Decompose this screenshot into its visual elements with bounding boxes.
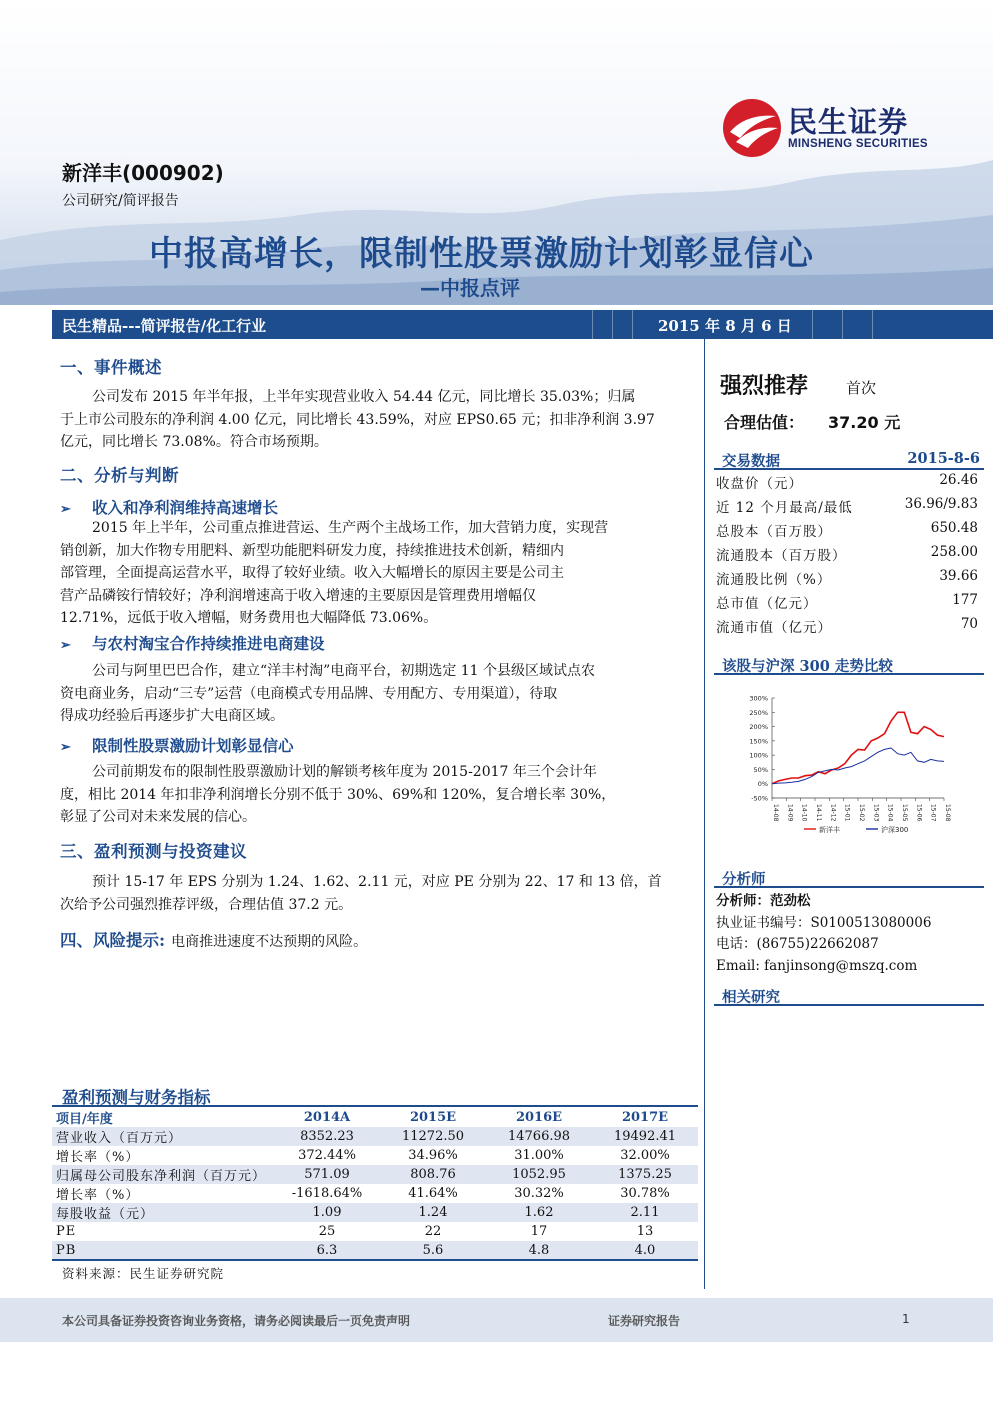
para-line: 公司与阿里巴巴合作，建立“洋丰村淘”电商平台，初期选定 11 个县级区域试点农 (92, 663, 596, 679)
table-cell: 1.62 (486, 1203, 592, 1222)
x-tick-label: 14-11 (815, 804, 822, 822)
para-line: 次给予公司强烈推荐评级，合理估值 37.2 元。 (60, 896, 353, 913)
table-row (52, 1127, 698, 1146)
stock-vs-index-chart (714, 682, 984, 842)
table-cell: 31.00% (514, 1148, 564, 1163)
y-tick-label: 250% (749, 708, 768, 717)
table-row (52, 1241, 698, 1260)
table-header-cell: 2017E (592, 1106, 698, 1127)
table-cell: 14766.98 (486, 1127, 592, 1146)
table-cell: PB (52, 1241, 274, 1260)
trade-key: 收盘价（元） (716, 476, 803, 492)
table-cell: -1618.64% (291, 1186, 363, 1201)
trade-value: 258.00 (930, 544, 978, 560)
y-tick-label: 300% (749, 694, 768, 703)
chart-svg (714, 682, 984, 842)
table-cell: 41.64% (408, 1186, 458, 1201)
trade-data-title: 交易数据 (722, 453, 780, 470)
x-tick-label: 15-03 (872, 804, 880, 822)
table-cell: 32.00% (620, 1148, 670, 1163)
table-cell: 1.09 (274, 1203, 380, 1222)
trade-value: 650.48 (930, 520, 978, 536)
para-line: 于上市公司股东的净利润 4.00 亿元，同比增长 43.59%，对应 EPS0.65 元；扣非净利润 3.97 (60, 411, 655, 428)
trade-value: 70 (960, 616, 978, 632)
para-line: 公司前期发布的限制性股票激励计划的解锁考核年度为 2015-2017 年三个会计年 (92, 764, 597, 780)
y-tick-label: -50% (751, 794, 768, 803)
section-1-title: 一、事件概述 (60, 358, 162, 377)
legend-label: 沪深300 (881, 826, 909, 834)
para-line: 预计 15-17 年 EPS 分别为 1.24、1.62、2.11 元，对应 PE 分别为 22、17 和 13 倍，首 (92, 874, 662, 890)
table-cell: 11272.50 (380, 1127, 486, 1146)
x-tick-label: 15-08 (944, 804, 951, 822)
trade-row (716, 470, 978, 494)
category-label: 民生精品---简评报告/化工行业 (62, 317, 267, 335)
table-cell: 1.24 (380, 1203, 486, 1222)
table-cell: 5.6 (380, 1241, 486, 1260)
para-line: 公司发布 2015 年半年报，上半年实现营业收入 54.44 亿元，同比增长 35.03%；归属 (92, 389, 636, 405)
related-research-title: 相关研究 (722, 989, 780, 1006)
table-cell: 30.78% (620, 1186, 670, 1201)
table-cell: PE (56, 1224, 77, 1239)
table-header-cell: 2014A (274, 1106, 380, 1127)
financials-table (52, 1105, 698, 1261)
para-line: 彰显了公司对未来发展的信心。 (60, 809, 256, 825)
table-cell: 30.32% (514, 1186, 564, 1201)
arrow-bullet-icon: ➢ (60, 638, 71, 653)
para-line: 12.71%，远低于收入增幅，财务费用也大幅降低 73.06%。 (60, 610, 438, 626)
table-cell: 34.96% (408, 1148, 458, 1163)
subsection-2c-title (60, 734, 294, 756)
valuation (724, 410, 900, 433)
trade-value: 177 (952, 592, 978, 608)
table-row (52, 1184, 698, 1203)
table-cell: 25 (318, 1224, 336, 1239)
table-cell: 增长率（%） (56, 1188, 140, 1203)
trade-data-list (716, 470, 978, 638)
table-cell: 1052.95 (486, 1165, 592, 1184)
legend-label: 新洋丰 (819, 826, 840, 834)
para-line: 2015 年上半年，公司重点推进营运、生产两个主战场工作，加大营销力度，实现营 (92, 520, 609, 536)
table-row (52, 1203, 698, 1222)
series-line (772, 712, 944, 783)
table-header-row (52, 1106, 698, 1127)
table-cell: 1375.25 (592, 1165, 698, 1184)
section-4-title: 四、风险提示: (60, 931, 166, 950)
table-cell: 8352.23 (274, 1127, 380, 1146)
section-1-body (60, 386, 700, 454)
trade-row (716, 566, 978, 590)
trade-key: 总市值（亿元） (716, 596, 818, 612)
table-cell: 营业收入（百万元） (52, 1127, 274, 1146)
report-subtitle: —中报点评 (420, 276, 520, 300)
trade-data-header (714, 450, 984, 470)
related-research-header (714, 986, 984, 1006)
table-header-cell: 2015E (380, 1106, 486, 1127)
header-banner (0, 0, 993, 305)
para-line: 部管理，全面提高运营水平，取得了较好业绩。收入大幅增长的原因主要是公司主 (60, 565, 564, 581)
table-cell: 571.09 (274, 1165, 380, 1184)
x-tick-label: 15-07 (929, 804, 937, 822)
trade-row (716, 518, 978, 542)
table-cell: 19492.41 (592, 1127, 698, 1146)
trade-key: 流通股本（百万股） (716, 548, 847, 564)
subsection-2c-body (60, 761, 700, 829)
footer-label: 证券研究报告 (608, 1314, 681, 1328)
subsection-2a-label: 收入和净利润维持高速增长 (92, 498, 279, 517)
analyst-name: 分析师：范劲松 (716, 893, 811, 909)
subsection-2b-body (60, 660, 700, 728)
valuation-value: 37.20 元 (828, 413, 901, 432)
table-cell: 13 (636, 1224, 654, 1239)
arrow-bullet-icon: ➢ (60, 502, 71, 517)
trade-value: 26.46 (939, 472, 978, 488)
rating: 强烈推荐 (720, 374, 809, 399)
analyst-info (716, 891, 986, 977)
subsection-2c-label: 限制性股票激励计划彰显信心 (92, 736, 294, 755)
para-line: 资电商业务，启动“三专”运营（电商模式专用品牌、专用配方、专用渠道），待取 (60, 685, 558, 702)
table-cell: 增长率（%） (56, 1150, 140, 1165)
x-tick-label: 14-09 (786, 804, 794, 822)
trade-row (716, 614, 978, 638)
y-tick-label: 50% (753, 765, 768, 774)
x-tick-label: 14-10 (800, 804, 808, 822)
trade-key: 流通市值（亿元） (716, 620, 832, 636)
financials-title: 盈利预测与财务指标 (62, 1088, 211, 1107)
y-tick-label: 0% (757, 780, 768, 789)
table-cell: 4.0 (592, 1241, 698, 1260)
table-cell: 22 (424, 1224, 442, 1239)
trade-key: 总股本（百万股） (716, 524, 832, 540)
y-tick-label: 150% (749, 737, 768, 746)
table-row (52, 1222, 698, 1241)
analyst-section-title: 分析师 (722, 871, 766, 888)
column-divider (704, 339, 705, 1289)
x-tick-label: 14-12 (829, 804, 837, 822)
table-source: 资料来源：民生证券研究院 (62, 1266, 225, 1281)
para-line: 度，相比 2014 年扣非净利润增长分别不低于 30%、69%和 120%，复合增长率 30%， (60, 786, 616, 803)
para-line: 亿元，同比增长 73.08%。符合市场预期。 (60, 434, 328, 450)
brand-name-cn: 民生证券 (788, 105, 909, 139)
table-cell: 归属母公司股东净利润（百万元） (52, 1165, 274, 1184)
chart-title: 该股与沪深 300 走势比较 (722, 658, 893, 675)
table-row (52, 1146, 698, 1165)
x-tick-label: 15-01 (843, 804, 851, 822)
valuation-label: 合理估值： (724, 413, 805, 432)
subsection-2a-title (60, 496, 278, 518)
stock-name: 新洋丰(000902) (62, 161, 224, 185)
table-header-cell: 2016E (486, 1106, 592, 1127)
analyst-header (714, 868, 984, 888)
chart-header (714, 655, 984, 675)
page-footer (0, 1298, 993, 1342)
report-date: 2015 年 8 月 6 日 (658, 317, 792, 335)
table-header-cell: 项目/年度 (52, 1106, 274, 1127)
brand-logo (722, 98, 962, 158)
x-tick-label: 15-06 (915, 804, 923, 822)
y-tick-label: 100% (749, 751, 768, 760)
trade-row (716, 494, 978, 518)
page-number: 1 (902, 1312, 910, 1326)
para-line: 得成功经验后再逐步扩大电商区域。 (60, 708, 284, 724)
subsection-2b-label: 与农村淘宝合作持续推进电商建设 (92, 634, 325, 653)
brand-name-en: MINSHENG SECURITIES (788, 138, 928, 150)
analyst-phone: 电话：(86755)22662087 (716, 936, 879, 952)
risk-text: 电商推进速度不达预期的风险。 (171, 934, 368, 950)
trade-key: 流通股比例（%） (716, 572, 832, 588)
trade-value: 39.66 (939, 568, 978, 584)
x-tick-label: 15-05 (901, 804, 908, 822)
table-cell: 6.3 (274, 1241, 380, 1260)
y-tick-label: 200% (749, 723, 768, 732)
subsection-2b-title (60, 632, 325, 654)
table-cell: 4.8 (486, 1241, 592, 1260)
subsection-2a-body (60, 517, 700, 630)
report-type: 公司研究/简评报告 (62, 193, 179, 209)
table-cell: 2.11 (592, 1203, 698, 1222)
table-cell: 372.44% (298, 1148, 356, 1163)
table-cell: 808.76 (380, 1165, 486, 1184)
analyst-email: Email: fanjinsong@mszq.com (716, 957, 918, 974)
section-3-title: 三、盈利预测与投资建议 (60, 842, 247, 861)
x-tick-label: 14-08 (772, 804, 779, 822)
report-title: 中报高增长，限制性股票激励计划彰显信心 (149, 234, 814, 274)
para-line: 营产品磷铵行情较好；净利润增速高于收入增速的主要原因是管理费用增幅仅 (60, 587, 536, 604)
trade-key: 近 12 个月最高/最低 (716, 500, 853, 516)
section-2-title: 二、分析与判断 (60, 466, 179, 485)
trade-value: 36.96/9.83 (904, 496, 978, 512)
trade-row (716, 590, 978, 614)
x-tick-label: 15-02 (858, 804, 865, 822)
analyst-cert: 执业证书编号：S0100513080006 (716, 914, 932, 931)
table-cell: 每股收益（元） (52, 1203, 274, 1222)
risk-warning (60, 927, 367, 951)
category-bar (52, 310, 993, 339)
x-tick-label: 15-04 (886, 804, 894, 822)
section-3-body (60, 871, 700, 916)
trade-row (716, 542, 978, 566)
arrow-bullet-icon: ➢ (60, 740, 71, 755)
rating-tag: 首次 (846, 379, 877, 397)
trade-data-date: 2015-8-6 (907, 450, 980, 467)
footer-disclaimer: 本公司具备证券投资咨询业务资格，请务必阅读最后一页免责声明 (62, 1314, 411, 1328)
para-line: 销创新，加大作物专用肥料、新型功能肥料研发力度，持续推进技术创新，精细内 (60, 542, 564, 559)
brand-logo-icon (722, 98, 784, 158)
table-row (52, 1165, 698, 1184)
table-cell: 17 (530, 1224, 548, 1239)
report-title-wrap (0, 226, 993, 275)
